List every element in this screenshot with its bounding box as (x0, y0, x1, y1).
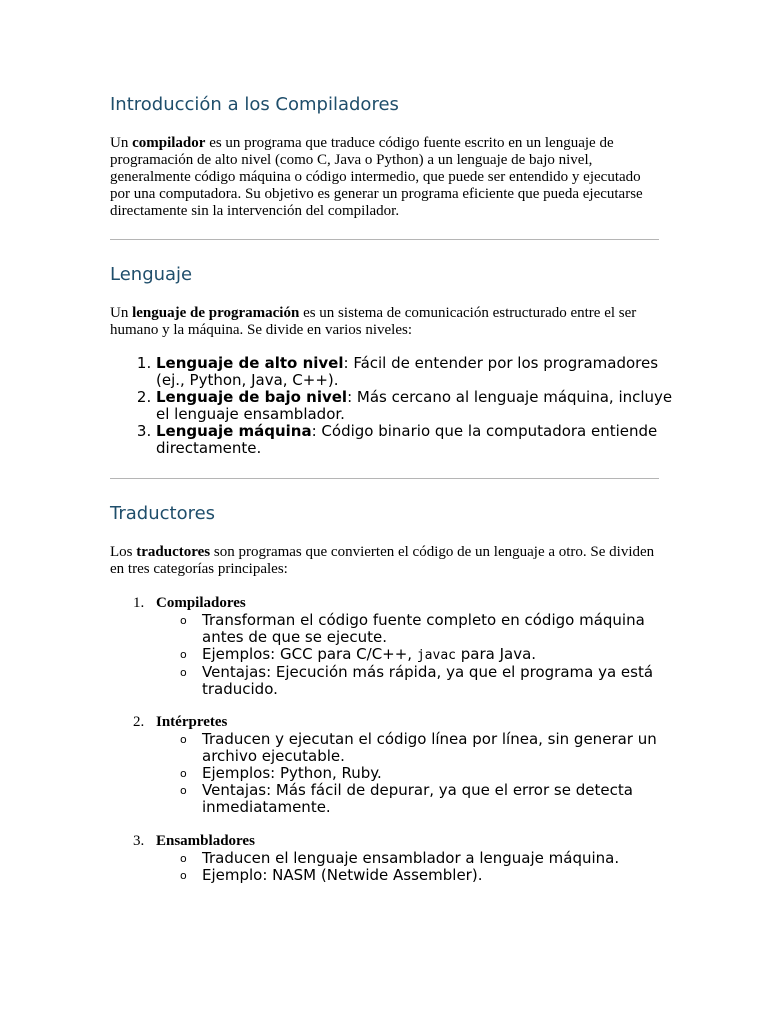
level-desc: : Código binario que la computadora entiende directamente. (156, 422, 658, 457)
bullet-icon: o (180, 852, 187, 865)
level-term: Lenguaje de alto nivel (156, 354, 344, 372)
list-item (156, 423, 676, 457)
inline-code: javac (416, 648, 456, 663)
category-ensambladores (110, 833, 660, 884)
bullet-icon: o (180, 614, 187, 627)
list-item (180, 611, 662, 646)
list-item (180, 663, 662, 698)
level-term: Lenguaje de bajo nivel (156, 388, 348, 406)
levels-list (110, 355, 676, 457)
intro-term: compilador (132, 135, 206, 151)
section-divider (110, 478, 659, 479)
intro-text-post: es un programa que traduce código fuente escrito en un lenguaje de programación de alto nivel (como C, Java o Python) a un lenguaje de bajo nivel, generalmente código máquina o código intermedio, que puede ser entendido y ejecutado por una computadora. Su objetivo es generar un programa eficiente que pueda ejecutarse directamente sin la intervención del compilador. (110, 135, 643, 219)
list-item (180, 849, 662, 867)
category-items (110, 850, 662, 884)
item-text: Ejemplos: Python, Ruby. (202, 764, 382, 782)
list-item (156, 355, 676, 389)
item-text-after: para Java. (455, 645, 537, 663)
traductores-term: traductores (136, 544, 211, 560)
bullet-icon: o (180, 869, 187, 882)
level-desc: : Fácil de entender por los programadores (ej., Python, Java, C++). (156, 354, 659, 389)
item-text: Traducen el lenguaje ensamblador a lenguaje máquina. (202, 849, 620, 867)
list-item (180, 645, 662, 664)
section-divider (110, 239, 659, 240)
category-number: 3. (133, 833, 145, 849)
list-item (156, 389, 676, 423)
traductores-text-post: son programas que convierten el código de un lenguaje a otro. Se dividen en tres categorías principales: (110, 544, 655, 577)
item-text: Ventajas: Ejecución más rápida, ya que el programa ya está traducido. (202, 663, 654, 698)
list-item (180, 730, 662, 765)
item-text: Ejemplos: GCC para C/C++, (202, 645, 417, 663)
category-items (110, 612, 662, 698)
list-item (180, 764, 662, 782)
intro-paragraph (110, 135, 660, 220)
lenguaje-paragraph (110, 305, 660, 339)
category-number: 2. (133, 714, 145, 730)
category-number: 1. (133, 595, 145, 611)
bullet-icon: o (180, 648, 187, 661)
item-text: Transforman el código fuente completo en código máquina antes de que se ejecute. (202, 611, 645, 646)
section-title-lenguaje: Lenguaje (110, 264, 193, 285)
bullet-icon: o (180, 784, 187, 797)
traductores-paragraph (110, 544, 660, 578)
level-term: Lenguaje máquina (156, 422, 312, 440)
category-interpretes (110, 714, 660, 816)
lenguaje-term: lenguaje de programación (132, 305, 300, 321)
category-name: Ensambladores (156, 833, 255, 849)
traductores-text-pre: Los (110, 544, 137, 560)
lenguaje-text-pre: Un (110, 305, 133, 321)
item-text: Ventajas: Más fácil de depurar, ya que el error se detecta inmediatamente. (202, 781, 633, 816)
list-item (180, 866, 662, 884)
lenguaje-text-post: es un sistema de comunicación estructurado entre el ser humano y la máquina. Se divide en varios niveles: (110, 305, 637, 338)
list-item (180, 781, 662, 816)
bullet-icon: o (180, 733, 187, 746)
item-text: Traducen y ejecutan el código línea por línea, sin generar un archivo ejecutable. (202, 730, 657, 765)
category-items (110, 731, 662, 816)
bullet-icon: o (180, 767, 187, 780)
category-name: Intérpretes (156, 714, 228, 730)
level-desc: : Más cercano al lenguaje máquina, incluye el lenguaje ensamblador. (156, 388, 673, 423)
section-title-traductores: Traductores (110, 503, 216, 524)
intro-text-pre: Un (110, 135, 133, 151)
category-compiladores (110, 595, 660, 698)
category-name: Compiladores (156, 595, 246, 611)
section-title-intro: Introducción a los Compiladores (110, 94, 399, 115)
item-text: Ejemplo: NASM (Netwide Assembler). (202, 866, 483, 884)
bullet-icon: o (180, 666, 187, 679)
